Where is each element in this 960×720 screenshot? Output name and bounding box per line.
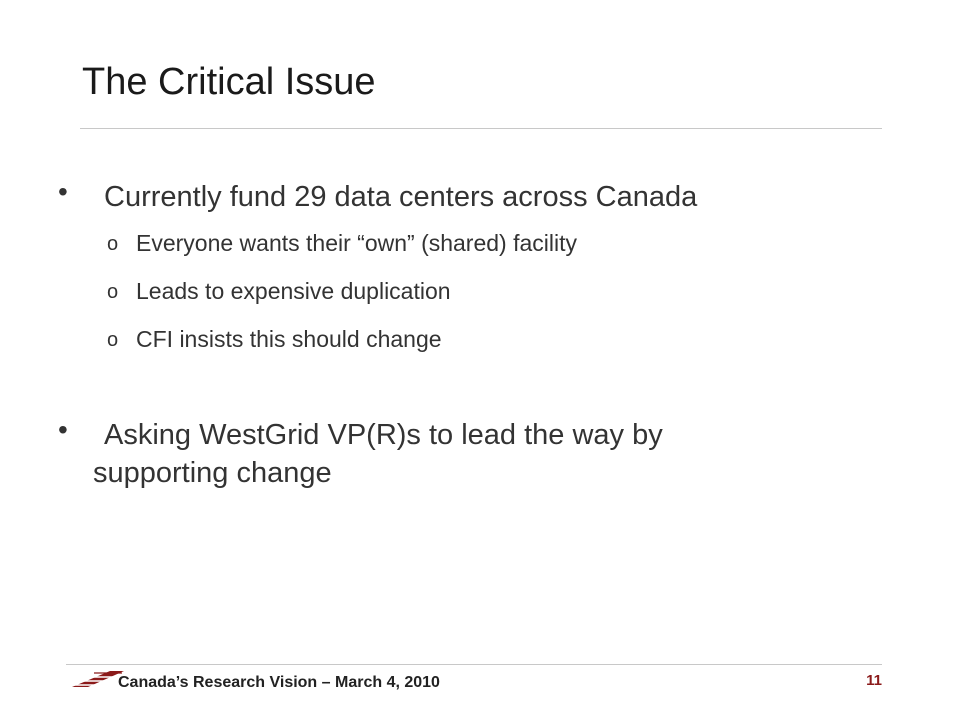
slide-title: The Critical Issue [82, 61, 376, 103]
sub-bullet-marker: o [107, 281, 119, 303]
title-divider [80, 128, 882, 129]
sub-bullet-text: CFI insists this should change [136, 326, 442, 352]
bullet-text-line-1: Asking WestGrid VP(R)s to lead the way by [104, 419, 663, 451]
sub-bullet-marker: o [107, 233, 119, 255]
sub-bullet-text: Everyone wants their “own” (shared) facility [136, 230, 577, 256]
footer-divider [66, 664, 882, 665]
bullet-marker: • [58, 176, 68, 207]
bullet-marker: • [58, 414, 68, 445]
sub-bullet-marker: o [107, 329, 119, 351]
bullet-text: Currently fund 29 data centers across Canada [104, 181, 698, 213]
sub-bullet-text: Leads to expensive duplication [136, 278, 451, 304]
bullet-text-line-2: supporting change [93, 457, 332, 489]
footer-text: Canada’s Research Vision – March 4, 2010 [118, 674, 440, 691]
page-number: 11 [866, 672, 882, 689]
